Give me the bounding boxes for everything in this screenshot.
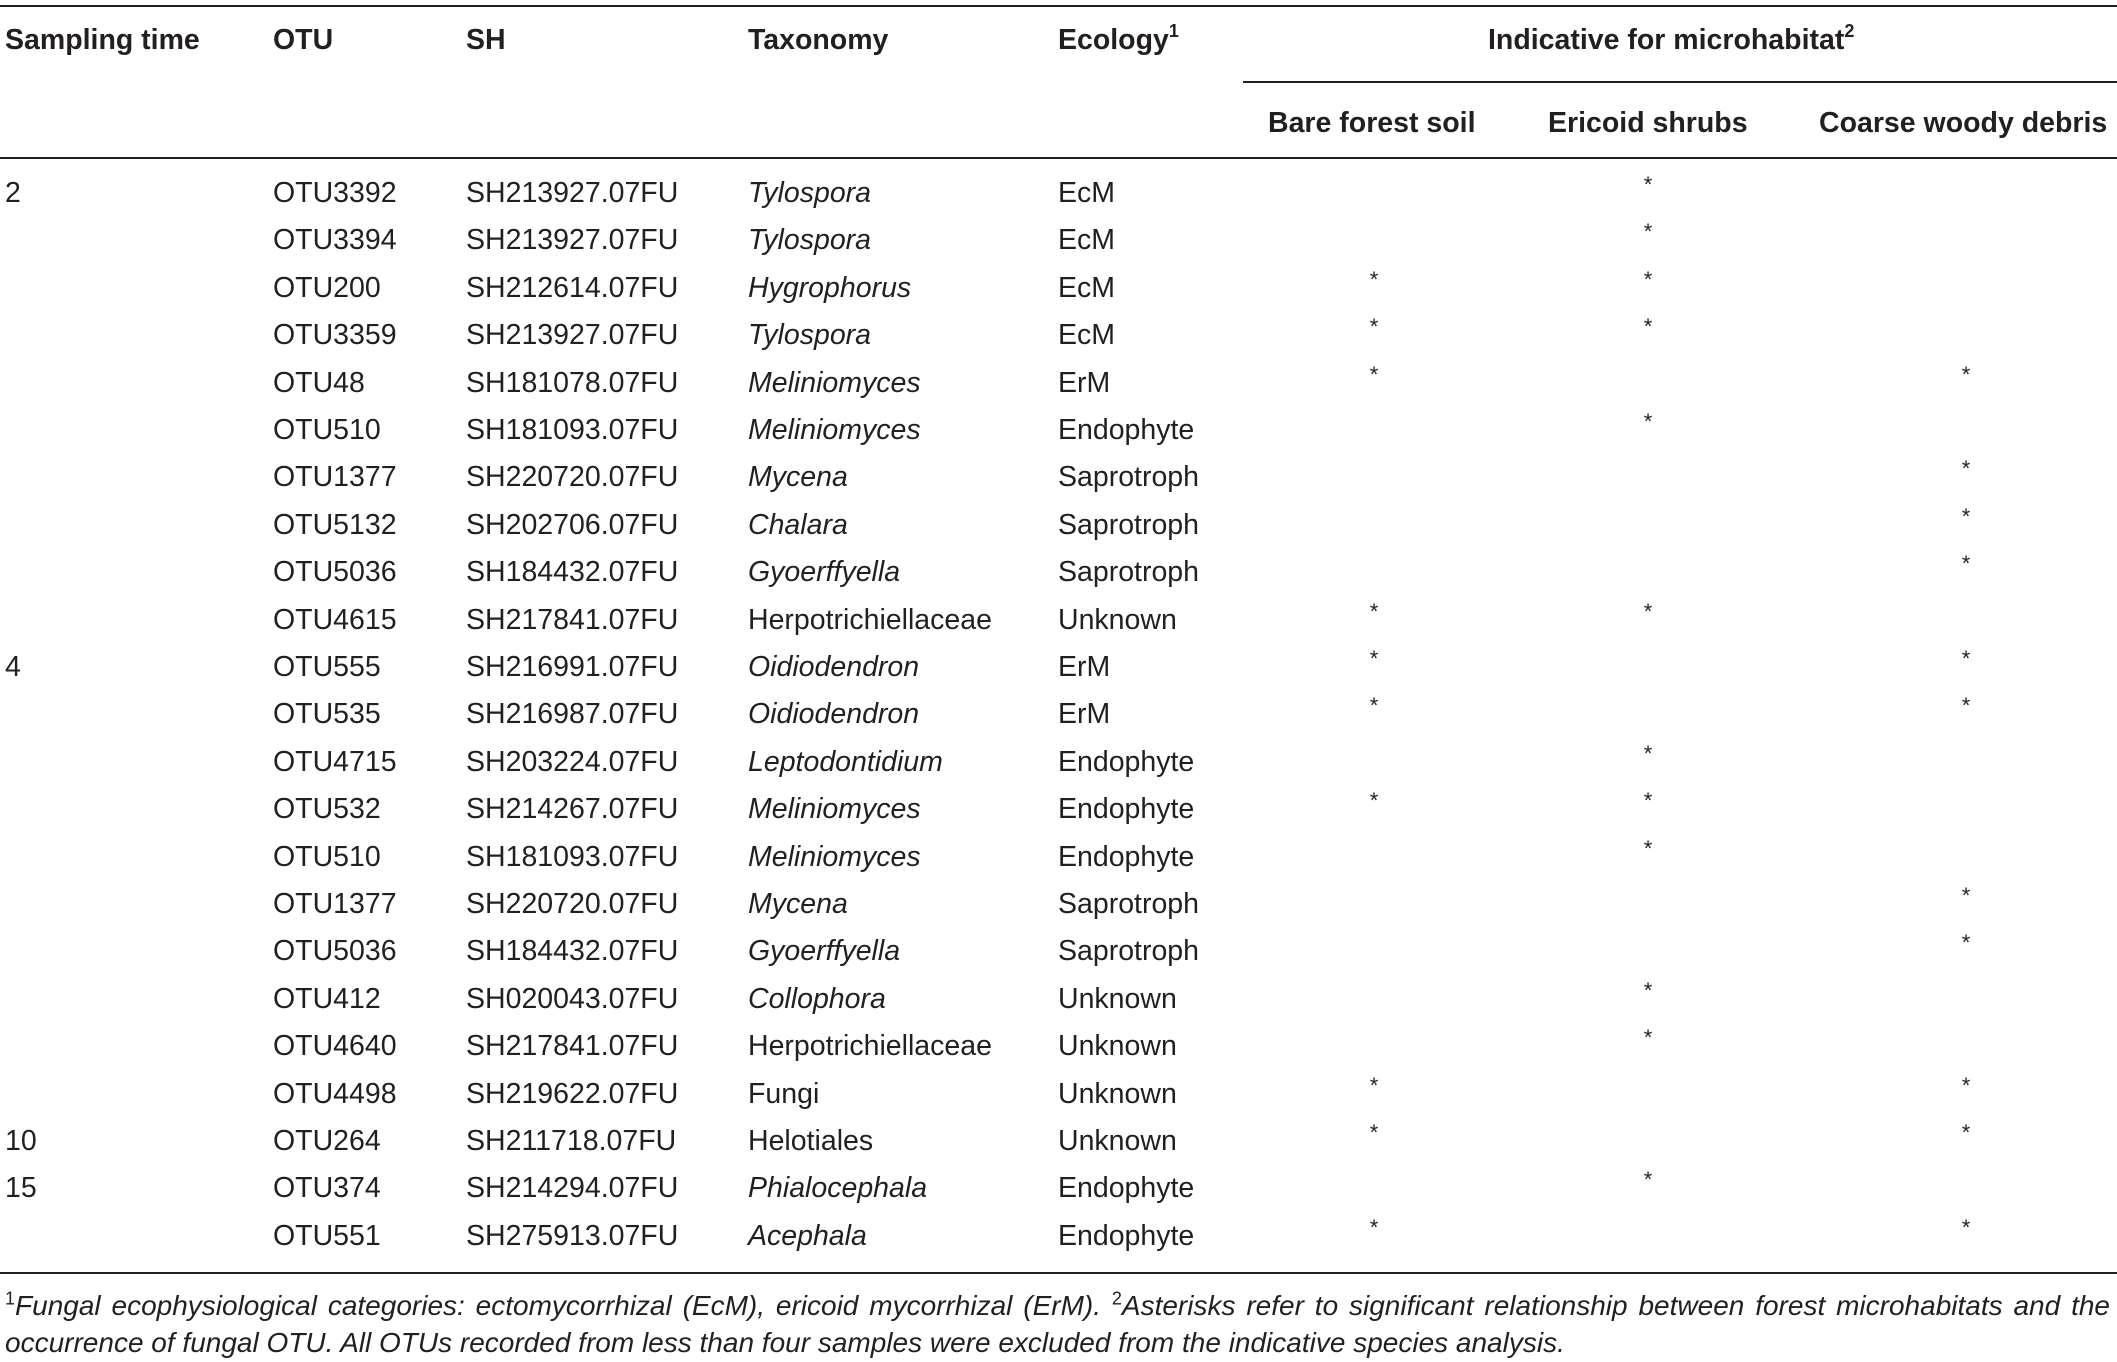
cell-taxonomy: Hygrophorus [748,271,912,304]
cell-otu: OTU5036 [273,556,397,589]
cell-otu: OTU1377 [273,461,397,494]
cell-otu: OTU5132 [273,508,397,541]
cell-ecology: Saprotroph [1058,888,1200,920]
indicator-ericoid: * [1643,266,1653,292]
cell-ecology: Endophyte [1058,1172,1195,1205]
indicator-ericoid: * [1643,172,1653,197]
table-footnote [5,1287,2110,1361]
indicator-bare: * [1369,1214,1379,1240]
cell-otu: OTU4715 [273,745,397,778]
indicator-coarse: * [1961,551,1971,577]
cell-time: 4 [5,651,21,683]
cell-time: 2 [5,177,21,209]
indicator-coarse: * [1961,361,1971,387]
indicator-bare: * [1369,1072,1379,1098]
indicative-group-rule [1243,81,2117,83]
cell-taxonomy: Gyoerffyella [748,935,901,968]
cell-taxonomy: Oidiodendron [748,698,920,731]
cell-taxonomy: Tylospora [748,319,872,352]
cell-taxonomy: Gyoerffyella [748,556,901,589]
cell-taxonomy: Oidiodendron [748,651,920,683]
cell-otu: OTU412 [273,982,381,1015]
indicator-ericoid: * [1643,598,1653,624]
cell-taxonomy: Meliniomyces [748,793,921,826]
cell-ecology: EcM [1058,271,1115,304]
cell-sh: SH020043.07FU [466,982,679,1015]
cell-otu: OTU510 [273,840,381,873]
indicator-coarse: * [1961,1120,1971,1145]
cell-sh: SH213927.07FU [466,224,679,257]
cell-otu: OTU551 [273,1219,381,1252]
footnote-text-2: Asterisks refer to significant relationship between forest microhabitats and the occurrence of fungal OTU. All OTUs recorded from less than four samples were excluded from the indicative species analysis. [5,1290,2110,1358]
indicator-bare: * [1369,266,1379,292]
indicator-ericoid: * [1643,409,1653,434]
cell-ecology: Endophyte [1058,414,1195,446]
cell-ecology: Unknown [1058,603,1177,636]
cell-otu: OTU264 [273,1125,381,1157]
cell-sh: SH217841.07FU [466,1030,679,1063]
header-sh: SH [466,24,506,56]
cell-time: 15 [5,1172,37,1205]
cell-otu: OTU374 [273,1172,381,1205]
cell-ecology: Saprotroph [1058,461,1200,494]
indicator-coarse: * [1961,503,1971,529]
cell-ecology: Saprotroph [1058,935,1200,968]
header-indicative [1488,20,1855,57]
header-indicative-label: Indicative for microhabitat [1488,24,1845,56]
cell-sh: SH211718.07FU [466,1125,677,1157]
cell-ecology: EcM [1058,177,1115,209]
indicator-coarse: * [1961,1214,1971,1240]
cell-otu: OTU5036 [273,935,397,968]
top-rule [0,5,2117,7]
cell-otu: OTU3392 [273,177,397,209]
cell-sh: SH203224.07FU [466,745,679,778]
cell-ecology: EcM [1058,319,1115,352]
header-bare-forest-soil: Bare forest soil [1268,107,1476,139]
cell-otu: OTU3359 [273,319,397,352]
header-coarse-woody-debris: Coarse woody debris [1819,107,2108,139]
footnote-text-1: Fungal ecophysiological categories: ectomycorrhizal (EcM), ericoid mycorrhizal (ErM). [15,1290,1102,1321]
cell-ecology: Endophyte [1058,840,1195,873]
indicator-coarse: * [1961,883,1971,908]
indicator-bare: * [1369,1120,1379,1145]
indicator-ericoid: * [1643,835,1653,861]
cell-sh: SH219622.07FU [466,1077,679,1110]
indicator-coarse: * [1961,693,1971,719]
cell-ecology: ErM [1058,366,1111,399]
cell-ecology: ErM [1058,698,1111,731]
cell-otu: OTU4615 [273,603,397,636]
cell-taxonomy: Tylospora [748,177,872,209]
cell-otu: OTU1377 [273,888,397,920]
cell-sh: SH212614.07FU [466,271,679,304]
cell-ecology: Saprotroph [1058,508,1200,541]
cell-time: 10 [5,1125,37,1157]
indicator-ericoid: * [1643,219,1653,245]
footnote-mark-1: 1 [5,1288,16,1309]
cell-ecology: ErM [1058,651,1111,683]
cell-taxonomy: Mycena [748,888,848,920]
cell-taxonomy: Herpotrichiellaceae [748,603,992,636]
cell-ecology: Saprotroph [1058,556,1200,589]
cell-taxonomy: Meliniomyces [748,840,921,873]
indicator-coarse: * [1961,1072,1971,1098]
header-otu: OTU [273,24,334,56]
indicator-coarse: * [1961,930,1971,956]
cell-sh: SH220720.07FU [466,461,679,494]
cell-taxonomy: Mycena [748,461,848,494]
cell-sh: SH220720.07FU [466,888,679,920]
cell-sh: SH181093.07FU [466,414,679,446]
cell-ecology: Unknown [1058,1077,1177,1110]
cell-sh: SH202706.07FU [466,508,679,541]
cell-sh: SH275913.07FU [466,1219,679,1252]
cell-ecology: Unknown [1058,982,1177,1015]
cell-taxonomy: Acephala [748,1219,867,1252]
cell-ecology: EcM [1058,224,1115,257]
indicator-bare: * [1369,646,1379,671]
header-ecology [1058,20,1179,57]
header-ecology-footnote-mark: 1 [1168,20,1179,41]
indicator-ericoid: * [1643,314,1653,340]
footnote-mark-2: 2 [1111,1288,1122,1309]
indicator-ericoid: * [1643,1025,1653,1051]
cell-ecology: Unknown [1058,1125,1177,1157]
cell-otu: OTU4498 [273,1077,397,1110]
cell-otu: OTU4640 [273,1030,397,1063]
cell-otu: OTU48 [273,366,365,399]
cell-ecology: Endophyte [1058,1219,1195,1252]
cell-sh: SH184432.07FU [466,556,679,589]
cell-taxonomy: Collophora [748,982,886,1015]
cell-sh: SH181078.07FU [466,366,679,399]
indicator-ericoid: * [1643,1167,1653,1193]
cell-ecology: Endophyte [1058,745,1195,778]
cell-ecology: Endophyte [1058,793,1195,826]
indicator-bare: * [1369,314,1379,340]
cell-taxonomy: Chalara [748,508,848,541]
cell-otu: OTU3394 [273,224,397,257]
cell-taxonomy: Herpotrichiellaceae [748,1030,992,1063]
indicator-bare: * [1369,361,1379,387]
cell-taxonomy: Fungi [748,1077,820,1110]
header-bottom-rule [0,157,2117,159]
indicator-coarse: * [1961,646,1971,671]
cell-otu: OTU535 [273,698,381,731]
indicator-coarse: * [1961,456,1971,482]
cell-sh: SH184432.07FU [466,935,679,968]
header-taxonomy: Taxonomy [748,24,889,56]
cell-sh: SH214294.07FU [466,1172,679,1205]
indicator-bare: * [1369,788,1379,814]
cell-otu: OTU510 [273,414,381,446]
cell-sh: SH213927.07FU [466,319,679,352]
cell-taxonomy: Meliniomyces [748,414,921,446]
header-sampling-time: Sampling time [5,24,200,56]
cell-sh: SH217841.07FU [466,603,679,636]
cell-taxonomy: Helotiales [748,1125,874,1157]
header-ecology-label: Ecology [1058,24,1169,56]
header-indicative-footnote-mark: 2 [1844,20,1855,41]
cell-otu: OTU555 [273,651,381,683]
cell-sh: SH213927.07FU [466,177,679,209]
cell-taxonomy: Phialocephala [748,1172,928,1205]
indicator-ericoid: * [1643,740,1653,766]
indicator-bare: * [1369,693,1379,719]
cell-sh: SH216991.07FU [466,651,679,683]
cell-taxonomy: Meliniomyces [748,366,921,399]
cell-sh: SH216987.07FU [466,698,679,731]
cell-otu: OTU532 [273,793,381,826]
cell-otu: OTU200 [273,271,381,304]
indicator-ericoid: * [1643,977,1653,1003]
cell-sh: SH214267.07FU [466,793,679,826]
table-bottom-rule [0,1272,2117,1274]
indicator-bare: * [1369,598,1379,624]
indicator-ericoid: * [1643,788,1653,814]
header-ericoid-shrubs: Ericoid shrubs [1548,107,1748,139]
cell-taxonomy: Leptodontidium [748,745,943,778]
cell-sh: SH181093.07FU [466,840,679,873]
cell-ecology: Unknown [1058,1030,1177,1063]
cell-taxonomy: Tylospora [748,224,872,257]
